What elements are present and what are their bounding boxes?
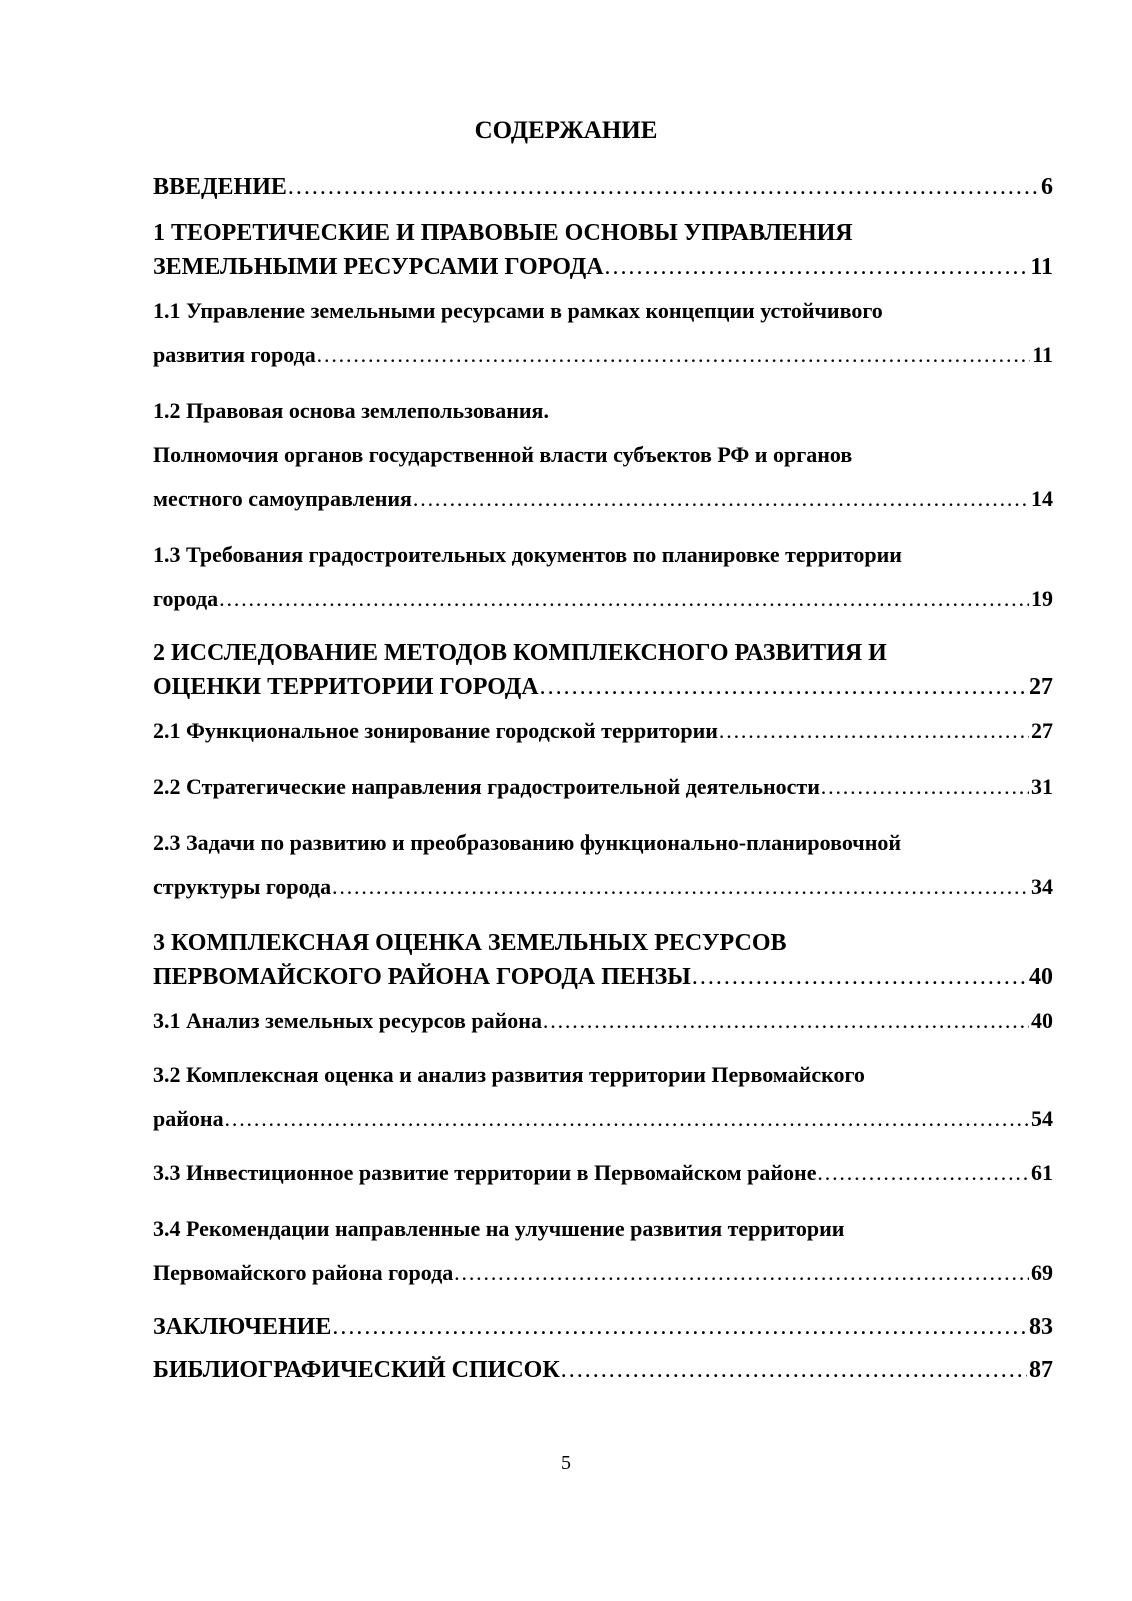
toc-entry-title: ПЕРВОМАЙСКОГО РАЙОНА ГОРОДА ПЕНЗЫ bbox=[153, 964, 691, 990]
toc-entry-chapter-2 bbox=[153, 672, 1053, 702]
toc-leader-dots bbox=[718, 716, 1029, 746]
toc-entry-title: ОЦЕНКИ ТЕРРИТОРИИ ГОРОДА bbox=[153, 674, 539, 700]
toc-entry-title: 1.3 Требования градостроительных документов по планировке территории bbox=[153, 542, 902, 567]
toc-leader-dots bbox=[287, 172, 1039, 202]
toc-page-number: 40 bbox=[1029, 964, 1053, 990]
toc-entry-title: города bbox=[153, 586, 219, 611]
toc-entry-title: ЗЕМЕЛЬНЫМИ РЕСУРСАМИ ГОРОДА bbox=[153, 254, 604, 280]
toc-leader-dots bbox=[820, 772, 1029, 802]
toc-entry-title: Первомайского района города bbox=[153, 1260, 454, 1285]
toc-page-number: 27 bbox=[1029, 674, 1053, 700]
toc-entry-section-1-1 bbox=[153, 340, 1053, 370]
toc-entry-chapter-3-line-1 bbox=[153, 928, 1053, 958]
toc-page-number: 31 bbox=[1031, 774, 1053, 799]
toc-entry-chapter-1-line-1 bbox=[153, 218, 1053, 248]
toc-leader-dots bbox=[331, 1312, 1027, 1342]
toc-entry-section-2-3-line-1 bbox=[153, 828, 1053, 858]
toc-entry-section-2-3 bbox=[153, 872, 1053, 902]
toc-page-number: 34 bbox=[1031, 874, 1053, 899]
toc-entry-introduction bbox=[153, 172, 1053, 202]
toc-leader-dots bbox=[604, 252, 1029, 282]
toc-entry-section-3-4 bbox=[153, 1258, 1053, 1288]
toc-entry-title: структуры города bbox=[153, 874, 332, 899]
toc-entry-title: местного самоуправления bbox=[153, 486, 412, 511]
toc-entry-title: 2.3 Задачи по развитию и преобразованию функционально-планировочной bbox=[153, 830, 902, 855]
toc-entry-section-3-3 bbox=[153, 1158, 1053, 1188]
toc-entry-section-1-3 bbox=[153, 584, 1053, 614]
toc-entry-title: ЗАКЛЮЧЕНИЕ bbox=[153, 1314, 332, 1340]
toc-leader-dots bbox=[412, 484, 1029, 514]
toc-page-number: 87 bbox=[1029, 1357, 1053, 1383]
toc-entry-chapter-1 bbox=[153, 252, 1053, 282]
toc-entry-section-3-2-line-1 bbox=[153, 1060, 1053, 1090]
toc-entry-bibliography bbox=[153, 1355, 1053, 1385]
toc-leader-dots bbox=[691, 962, 1027, 992]
toc-leader-dots bbox=[542, 1006, 1029, 1036]
toc-entry-title: 3.4 Рекомендации направленные на улучшение развития территории bbox=[153, 1216, 845, 1241]
toc-entry-section-3-2 bbox=[153, 1104, 1053, 1134]
page-number: 5 bbox=[561, 1452, 571, 1474]
toc-page-number: 61 bbox=[1031, 1160, 1053, 1185]
toc-leader-dots bbox=[224, 1104, 1029, 1134]
toc-leader-dots bbox=[539, 672, 1027, 702]
toc-leader-dots bbox=[817, 1158, 1029, 1188]
toc-page-number: 19 bbox=[1031, 586, 1053, 611]
toc-entry-title: 3.2 Комплексная оценка и анализ развития территории Первомайского bbox=[153, 1062, 865, 1087]
toc-entry-section-1-2 bbox=[153, 484, 1053, 514]
toc-entry-title: 2.2 Стратегические направления градостроительной деятельности bbox=[153, 774, 820, 799]
toc-entry-section-3-4-line-1 bbox=[153, 1214, 1053, 1244]
toc-page-number: 27 bbox=[1031, 718, 1053, 743]
toc-entry-section-2-1 bbox=[153, 716, 1053, 746]
toc-entry-title: 3.1 Анализ земельных ресурсов района bbox=[153, 1008, 542, 1033]
toc-entry-section-3-1 bbox=[153, 1006, 1053, 1036]
toc-entry-title: ВВЕДЕНИЕ bbox=[153, 174, 287, 200]
toc-entry-title: 2.1 Функциональное зонирование городской территории bbox=[153, 718, 718, 743]
toc-leader-dots bbox=[331, 872, 1029, 902]
toc-entry-title: 3 КОМПЛЕКСНАЯ ОЦЕНКА ЗЕМЕЛЬНЫХ РЕСУРСОВ bbox=[153, 930, 787, 956]
toc-page-number: 11 bbox=[1030, 254, 1053, 280]
toc-entry-title: 1.2 Правовая основа землепользования. bbox=[153, 398, 549, 423]
toc-page-number: 6 bbox=[1041, 174, 1053, 200]
toc-entry-chapter-2-line-1 bbox=[153, 638, 1053, 668]
toc-page-number: 54 bbox=[1031, 1106, 1053, 1131]
toc-entry-section-2-2 bbox=[153, 772, 1053, 802]
page-title: СОДЕРЖАНИЕ bbox=[474, 117, 658, 144]
toc-entry-section-1-2-line-1 bbox=[153, 396, 1053, 426]
toc-entry-title: Полномочия органов государственной власти субъектов РФ и органов bbox=[153, 442, 853, 467]
toc-entry-section-1-1-line-1 bbox=[153, 296, 1053, 326]
toc-entry-title: развития города bbox=[153, 342, 316, 367]
toc-entry-title: БИБЛИОГРАФИЧЕСКИЙ СПИСОК bbox=[153, 1357, 560, 1383]
toc-entry-title: 2 ИССЛЕДОВАНИЕ МЕТОДОВ КОМПЛЕКСНОГО РАЗВИТИЯ И bbox=[153, 640, 887, 666]
toc-leader-dots bbox=[453, 1258, 1029, 1288]
toc-entry-chapter-3 bbox=[153, 962, 1053, 992]
toc-page-number: 40 bbox=[1031, 1008, 1053, 1033]
toc-entry-title: 1.1 Управление земельными ресурсами в рамках концепции устойчивого bbox=[153, 298, 883, 323]
toc-page-number: 69 bbox=[1031, 1260, 1053, 1285]
toc-entry-title: района bbox=[153, 1106, 224, 1131]
toc-entry-section-1-3-line-1 bbox=[153, 540, 1053, 570]
toc-leader-dots bbox=[316, 340, 1031, 370]
toc-entry-section-1-2-line-2 bbox=[153, 440, 1053, 470]
toc-leader-dots bbox=[560, 1355, 1027, 1385]
toc-entry-title: 3.3 Инвестиционное развитие территории в Первомайском районе bbox=[153, 1160, 817, 1185]
toc-entry-title: 1 ТЕОРЕТИЧЕСКИЕ И ПРАВОВЫЕ ОСНОВЫ УПРАВЛЕНИЯ bbox=[153, 220, 853, 246]
toc-page-number: 83 bbox=[1029, 1314, 1053, 1340]
toc-entry-conclusion bbox=[153, 1312, 1053, 1342]
toc-page-number: 11 bbox=[1032, 342, 1053, 367]
toc-leader-dots bbox=[218, 584, 1029, 614]
toc-page-number: 14 bbox=[1031, 486, 1053, 511]
